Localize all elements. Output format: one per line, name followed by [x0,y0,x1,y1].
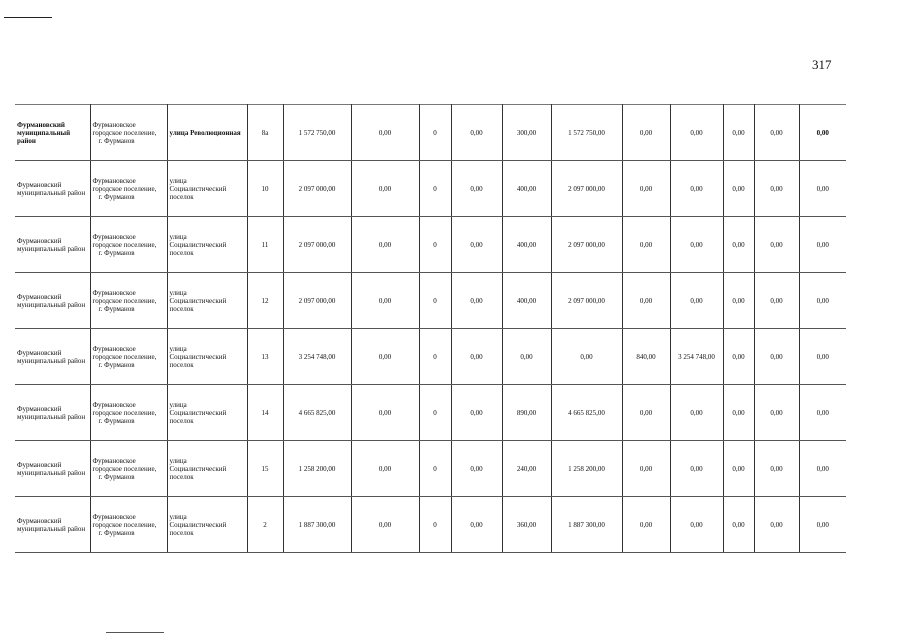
settlement-name: Фурмановское городское поселение, [92,288,157,305]
total-cost-cell: 2 097 000,00 [283,217,351,273]
street-cell: улица Социалистический поселок [167,441,247,497]
value-cell: 0,00 [351,441,419,497]
settlement-city: г. Фурманов [98,528,135,537]
value-cell: 840,00 [622,329,670,385]
settlement-city: г. Фурманов [98,136,135,145]
district-cell: Фурмановский муниципальный район [15,329,90,385]
value-cell: 0,00 [799,329,846,385]
value-cell: 1 887 300,00 [551,497,622,553]
value-cell: 0,00 [799,105,846,161]
table-row [15,161,846,217]
value-cell: 0,00 [351,329,419,385]
table-row [15,105,846,161]
value-cell: 0,00 [799,497,846,553]
street-cell: улица Социалистический поселок [167,217,247,273]
value-cell: 0 [419,273,451,329]
settlement-cell [90,273,167,329]
value-cell: 0 [419,105,451,161]
settlement-cell [90,441,167,497]
value-cell: 0 [419,161,451,217]
house-number-cell: 10 [247,161,283,217]
value-cell: 0,00 [351,273,419,329]
value-cell: 0,00 [502,329,551,385]
value-cell: 0,00 [622,105,670,161]
value-cell: 0,00 [723,441,754,497]
district-cell: Фурмановский муниципальный район [15,497,90,553]
value-cell: 0,00 [451,441,502,497]
settlement-cell [90,385,167,441]
value-cell: 0,00 [754,497,799,553]
table-row [15,385,846,441]
settlement-city: г. Фурманов [98,304,135,313]
value-cell: 0 [419,329,451,385]
value-cell: 0,00 [754,329,799,385]
bottom-rule [106,632,164,633]
value-cell: 0,00 [622,441,670,497]
settlement-name: Фурмановское городское поселение, [92,176,157,193]
house-number-cell: 12 [247,273,283,329]
district-cell: Фурмановский муниципальный район [15,385,90,441]
street-cell: улица Социалистический поселок [167,329,247,385]
value-cell: 240,00 [502,441,551,497]
total-cost-cell: 1 258 200,00 [283,441,351,497]
value-cell: 0,00 [351,105,419,161]
value-cell: 0,00 [799,273,846,329]
district-cell: Фурмановский муниципальный район [15,441,90,497]
house-number-cell: 13 [247,329,283,385]
settlement-name: Фурмановское городское поселение, [92,120,157,137]
total-cost-cell: 2 097 000,00 [283,161,351,217]
value-cell: 0,00 [451,273,502,329]
settlement-cell [90,329,167,385]
value-cell: 0,00 [670,161,723,217]
value-cell: 0,00 [451,105,502,161]
settlement-city: г. Фурманов [98,192,135,201]
value-cell: 0,00 [670,273,723,329]
value-cell: 2 097 000,00 [551,161,622,217]
value-cell: 0,00 [622,385,670,441]
settlement-cell [90,105,167,161]
value-cell: 0,00 [451,329,502,385]
value-cell: 0,00 [754,441,799,497]
value-cell: 0,00 [451,497,502,553]
settlement-cell [90,161,167,217]
district-cell: Фурмановский муниципальный район [15,105,90,161]
value-cell: 4 665 825,00 [551,385,622,441]
house-number-cell: 15 [247,441,283,497]
street-cell: улица Социалистический поселок [167,273,247,329]
table-row [15,329,846,385]
value-cell: 0,00 [670,441,723,497]
settlement-cell [90,217,167,273]
table-row [15,273,846,329]
value-cell: 0,00 [723,385,754,441]
house-number-cell: 2 [247,497,283,553]
value-cell: 0,00 [723,497,754,553]
value-cell: 0,00 [754,385,799,441]
value-cell: 0,00 [351,497,419,553]
value-cell: 0,00 [351,385,419,441]
value-cell: 0,00 [754,105,799,161]
settlement-city: г. Фурманов [98,416,135,425]
value-cell: 400,00 [502,161,551,217]
settlement-cell [90,497,167,553]
house-number-cell: 11 [247,217,283,273]
value-cell: 0,00 [723,105,754,161]
district-cell: Фурмановский муниципальный район [15,161,90,217]
value-cell: 300,00 [502,105,551,161]
value-cell: 360,00 [502,497,551,553]
settlement-name: Фурмановское городское поселение, [92,456,157,473]
value-cell: 0,00 [723,217,754,273]
value-cell: 0 [419,441,451,497]
value-cell: 0,00 [351,161,419,217]
value-cell: 0,00 [799,385,846,441]
value-cell: 0,00 [670,385,723,441]
value-cell: 400,00 [502,217,551,273]
district-cell: Фурмановский муниципальный район [15,273,90,329]
value-cell: 0,00 [451,217,502,273]
settlement-name: Фурмановское городское поселение, [92,400,157,417]
value-cell: 1 258 200,00 [551,441,622,497]
table-row [15,217,846,273]
value-cell: 0,00 [754,161,799,217]
value-cell: 2 097 000,00 [551,217,622,273]
house-number-cell: 8а [247,105,283,161]
value-cell: 0,00 [670,497,723,553]
value-cell: 400,00 [502,273,551,329]
value-cell: 0 [419,385,451,441]
value-cell: 0,00 [451,385,502,441]
value-cell: 0,00 [723,273,754,329]
value-cell: 0,00 [622,497,670,553]
value-cell: 0 [419,497,451,553]
value-cell: 0,00 [754,273,799,329]
house-number-cell: 14 [247,385,283,441]
value-cell: 0,00 [622,273,670,329]
total-cost-cell: 2 097 000,00 [283,273,351,329]
table-body [15,105,846,553]
table-row [15,497,846,553]
value-cell: 0,00 [551,329,622,385]
settlement-city: г. Фурманов [98,360,135,369]
value-cell: 0,00 [622,161,670,217]
district-cell: Фурмановский муниципальный район [15,217,90,273]
value-cell: 0,00 [351,217,419,273]
total-cost-cell: 1 572 750,00 [283,105,351,161]
street-cell: улица Социалистический поселок [167,161,247,217]
value-cell: 890,00 [502,385,551,441]
total-cost-cell: 1 887 300,00 [283,497,351,553]
value-cell: 0,00 [754,217,799,273]
value-cell: 2 097 000,00 [551,273,622,329]
value-cell: 0,00 [799,161,846,217]
total-cost-cell: 3 254 748,00 [283,329,351,385]
value-cell: 3 254 748,00 [670,329,723,385]
settlement-city: г. Фурманов [98,472,135,481]
value-cell: 0,00 [670,217,723,273]
value-cell: 0,00 [723,161,754,217]
value-cell: 0,00 [799,441,846,497]
data-table [15,104,846,553]
settlement-name: Фурмановское городское поселение, [92,512,157,529]
value-cell: 1 572 750,00 [551,105,622,161]
table-row [15,441,846,497]
value-cell: 0 [419,217,451,273]
settlement-city: г. Фурманов [98,248,135,257]
value-cell: 0,00 [670,105,723,161]
street-cell: улица Социалистический поселок [167,497,247,553]
value-cell: 0,00 [451,161,502,217]
street-cell: улица Социалистический поселок [167,385,247,441]
total-cost-cell: 4 665 825,00 [283,385,351,441]
settlement-name: Фурмановское городское поселение, [92,232,157,249]
top-rule [4,17,52,18]
page-number: 317 [812,57,832,72]
value-cell: 0,00 [622,217,670,273]
settlement-name: Фурмановское городское поселение, [92,344,157,361]
street-cell: улица Революционная [167,105,247,161]
value-cell: 0,00 [723,329,754,385]
value-cell: 0,00 [799,217,846,273]
